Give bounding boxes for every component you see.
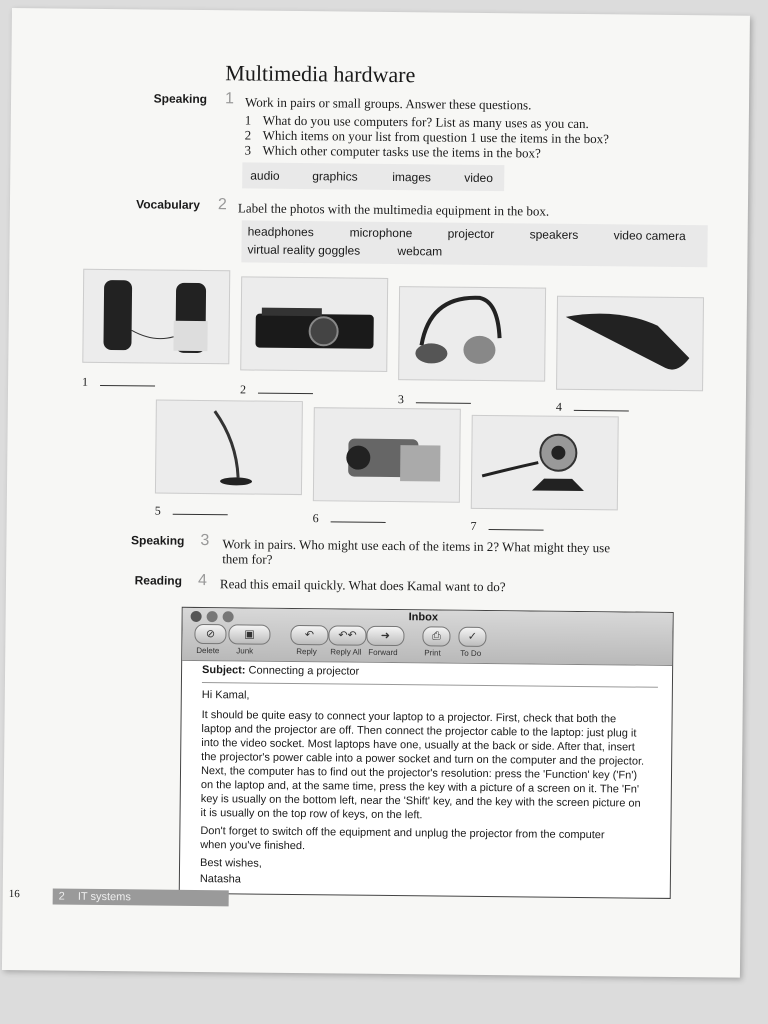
- box-word: microphone: [349, 225, 413, 241]
- reply-all-button[interactable]: ↶↶: [328, 625, 366, 645]
- exercise-number: 1: [224, 90, 235, 108]
- answer-blank[interactable]: [258, 393, 313, 395]
- email-body-line: the projector's power cable into a power socket and turn on the computer and the projector.: [201, 751, 645, 768]
- photo-number: 7: [470, 518, 477, 533]
- video-camera-icon: [314, 408, 460, 502]
- email-body-line: it is usually on the top row of keys, on the left.: [200, 807, 423, 822]
- question-text: Which other computer tasks use the items in the box?: [262, 142, 541, 161]
- email-body-line: It should be quite easy to connect your laptop to a projector. First, check that both the: [201, 709, 617, 726]
- question-number: 1: [244, 112, 252, 128]
- email-body-line: Next, the computer has to find out the projector's resolution: press the 'Function' key ('Fn'): [200, 765, 638, 782]
- zoom-window-icon[interactable]: [223, 611, 234, 622]
- video-camera-photo: [313, 407, 461, 503]
- email-subject-row: [202, 664, 359, 678]
- photo-number: 2: [239, 382, 247, 397]
- question-number: 3: [244, 142, 252, 158]
- exercise-number: 3: [200, 532, 210, 550]
- projector-icon: [241, 277, 387, 371]
- email-body-line: on the laptop and, at the same time, press the key with a picture of a screen on it. The 'Fn': [200, 779, 640, 796]
- photo-number: 6: [312, 511, 319, 526]
- subject-label: Subject:: [202, 664, 246, 677]
- toolbar-label: Junk: [236, 646, 254, 656]
- section-label-speaking: Speaking: [153, 91, 208, 107]
- section-label-speaking: Speaking: [130, 533, 185, 548]
- speakers-icon: [83, 270, 229, 364]
- answer-blank[interactable]: [489, 529, 544, 531]
- exercise-number: 2: [217, 196, 227, 214]
- email-toolbar: [182, 608, 673, 666]
- reply-button[interactable]: ↶: [290, 625, 328, 645]
- box-word: images: [392, 169, 432, 185]
- exercise-instruction-continued: them for?: [222, 551, 273, 567]
- toolbar-label: Forward: [368, 647, 398, 658]
- answer-blank[interactable]: [574, 410, 629, 412]
- unit-footer-bar: [53, 888, 229, 906]
- unit-number: 2: [58, 890, 65, 903]
- toolbar-label: Print: [424, 648, 441, 658]
- box-word: projector: [447, 226, 495, 242]
- section-label-reading: Reading: [134, 573, 183, 588]
- question-text: What do you use computers for? List as many uses as you can.: [262, 112, 589, 132]
- email-window: [179, 607, 674, 899]
- email-closing-line: Don't forget to switch off the equipment and unplug the projector from the computer: [200, 825, 605, 842]
- exercise-number: 4: [197, 571, 208, 590]
- toolbar-label: Reply All: [330, 647, 362, 657]
- to-do-button[interactable]: ✓: [458, 627, 486, 647]
- exercise-instruction: Label the photos with the multimedia equipment in the box.: [237, 200, 550, 219]
- close-window-icon[interactable]: [191, 611, 202, 622]
- section-label-vocabulary: Vocabulary: [136, 197, 201, 212]
- email-greeting: Hi Kamal,: [201, 689, 250, 702]
- toolbar-label: Reply: [296, 647, 317, 657]
- box-word: speakers: [529, 227, 579, 242]
- headphones-photo: [398, 286, 546, 382]
- microphone-icon: [156, 401, 302, 495]
- delete-button[interactable]: ⊘: [194, 624, 226, 644]
- exercise-instruction: Read this email quickly. What does Kamal want to do?: [219, 576, 506, 595]
- photo-number: 1: [82, 374, 89, 389]
- email-signoff: Best wishes,: [199, 857, 262, 870]
- answer-blank[interactable]: [416, 402, 471, 404]
- headphones-icon: [399, 287, 545, 381]
- webcam-icon: [472, 416, 618, 510]
- email-closing-line: when you've finished.: [200, 839, 306, 853]
- microphone-photo: [155, 400, 303, 496]
- textbook-page: [2, 8, 750, 978]
- print-button[interactable]: ⎙: [422, 626, 450, 646]
- webcam-photo: [471, 415, 619, 511]
- box-word: headphones: [247, 224, 314, 240]
- answer-blank[interactable]: [100, 385, 155, 387]
- goggles-icon: [557, 297, 703, 391]
- email-body-line: key is usually on the bottom left, near the 'Shift' key, and the key with the screen picture on: [200, 793, 641, 810]
- forward-button[interactable]: ➜: [366, 626, 404, 646]
- word-box: [241, 220, 707, 267]
- page-title: Multimedia hardware: [225, 60, 416, 88]
- box-word: video camera: [613, 228, 686, 244]
- header-divider: [202, 682, 658, 688]
- email-sender: Natasha: [199, 873, 241, 886]
- projector-photo: [240, 276, 388, 372]
- email-subject: Connecting a projector: [248, 664, 360, 678]
- exercise-instruction: Work in pairs or small groups. Answer these questions.: [244, 94, 532, 113]
- toolbar-label: To Do: [460, 648, 482, 658]
- question-text: Which items on your list from question 1 use the items in the box?: [262, 127, 610, 147]
- photo-number: 4: [555, 399, 562, 414]
- window-title: Inbox: [408, 611, 439, 624]
- page-number: 16: [8, 888, 20, 901]
- junk-button[interactable]: ▣: [228, 624, 270, 644]
- answer-blank[interactable]: [173, 514, 228, 516]
- goggles-photo: [556, 296, 704, 392]
- box-word: video: [464, 170, 494, 186]
- box-word: virtual reality goggles: [247, 242, 361, 258]
- exercise-instruction: Work in pairs. Who might use each of the items in 2? What might they use: [222, 536, 611, 556]
- box-word: webcam: [397, 244, 443, 259]
- answer-blank[interactable]: [331, 521, 386, 523]
- email-body-line: into the video socket. Most laptops have one, usually at the back or side. After that, insert: [201, 737, 635, 754]
- box-word: graphics: [312, 169, 358, 184]
- photo-number: 5: [154, 503, 161, 518]
- speakers-photo: [82, 269, 230, 365]
- toolbar-label: Delete: [196, 645, 220, 656]
- question-number: 2: [244, 127, 252, 143]
- minimize-window-icon[interactable]: [207, 611, 218, 622]
- word-box: [242, 162, 504, 191]
- unit-title: IT systems: [77, 890, 131, 904]
- photo-number: 3: [397, 392, 404, 407]
- email-body-line: laptop and the projector are off. Then connect the projector cable to the laptop: just plug it: [201, 723, 637, 740]
- box-word: audio: [250, 168, 280, 183]
